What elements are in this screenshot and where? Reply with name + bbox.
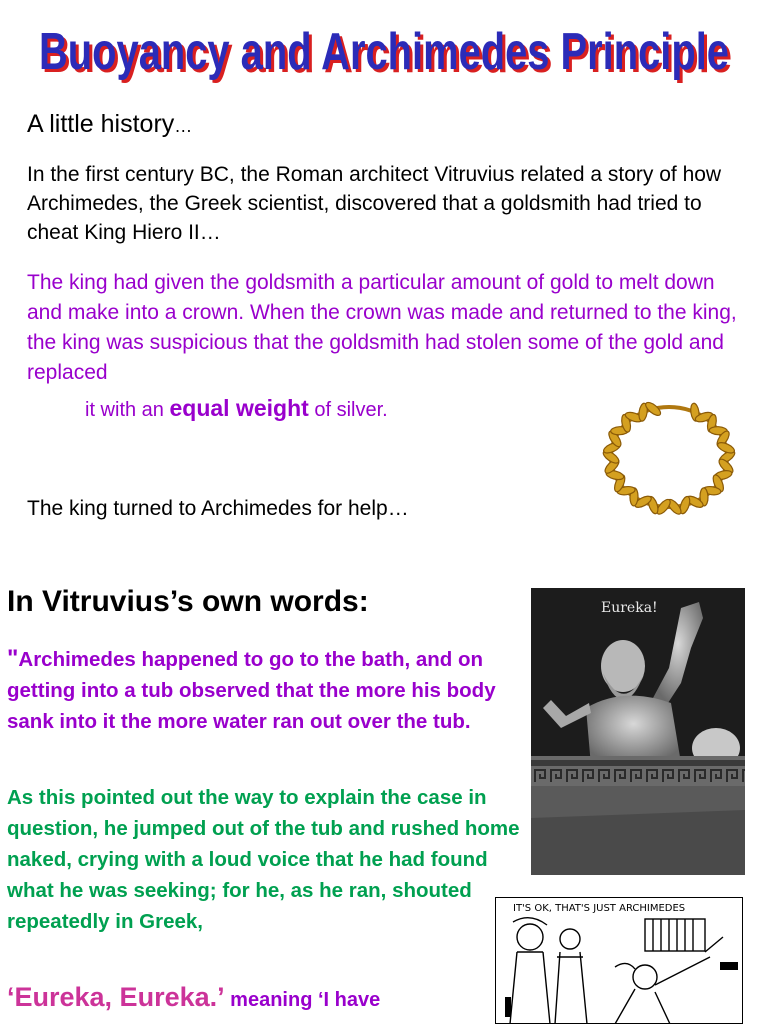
quote-mark: " bbox=[7, 645, 19, 672]
archimedes-statue-image bbox=[531, 588, 745, 875]
quote-bath-text: Archimedes happened to go to the bath, and on getting into a tub observed that the more his body sank into it the more water ran out over the tub. bbox=[7, 648, 496, 733]
archimedes-cartoon-image bbox=[495, 897, 743, 1024]
vitruvius-heading: In Vitruvius’s own words: bbox=[7, 585, 369, 618]
history-heading bbox=[27, 110, 192, 139]
eureka-meaning: meaning ‘I have bbox=[224, 989, 381, 1011]
story-paragraph: The king had given the goldsmith a particular amount of gold to melt down and make into a crown. When the crown was made and returned to the king, the king was suspicious that the goldsmith had stolen some of the gold and replaced bbox=[27, 271, 737, 384]
equal-weight-emphasis: equal weight bbox=[169, 395, 309, 421]
quote-run-home: As this pointed out the way to explain the case in question, he jumped out of the tub and rushed home naked, crying with a loud voice that he had found what he was seeking; for he, as he ran, shouted repeatedly in Greek, bbox=[7, 786, 520, 933]
story-end-post: of silver. bbox=[308, 399, 388, 421]
page-title-text: Buoyancy and Archimedes Principle bbox=[39, 23, 729, 81]
intro-paragraph: In the first century BC, the Roman architect Vitruvius related a story of how Archimedes, the Greek scientist, discovered that a goldsmith had tried to cheat King Hiero II… bbox=[27, 163, 722, 244]
history-heading-text: A little history bbox=[27, 110, 175, 138]
story-paragraph-end bbox=[85, 395, 388, 422]
laurel-crown-image bbox=[595, 393, 743, 521]
cartoon-caption: IT'S OK, THAT'S JUST ARCHIMEDES bbox=[513, 903, 686, 914]
story-end-pre: it with an bbox=[85, 399, 170, 421]
page-title-shadow: Buoyancy and Archimedes Principle bbox=[42, 26, 732, 84]
eureka-exclamation: ‘Eureka, Eureka.’ bbox=[7, 982, 225, 1012]
history-ellipsis: … bbox=[174, 116, 193, 136]
page-title bbox=[0, 6, 768, 86]
eureka-line bbox=[7, 982, 507, 1013]
help-paragraph: The king turned to Archimedes for help… bbox=[27, 497, 409, 520]
quote-bath bbox=[7, 643, 527, 737]
statue-caption: Eureka! bbox=[601, 600, 658, 616]
laurel-leaves bbox=[601, 400, 736, 516]
